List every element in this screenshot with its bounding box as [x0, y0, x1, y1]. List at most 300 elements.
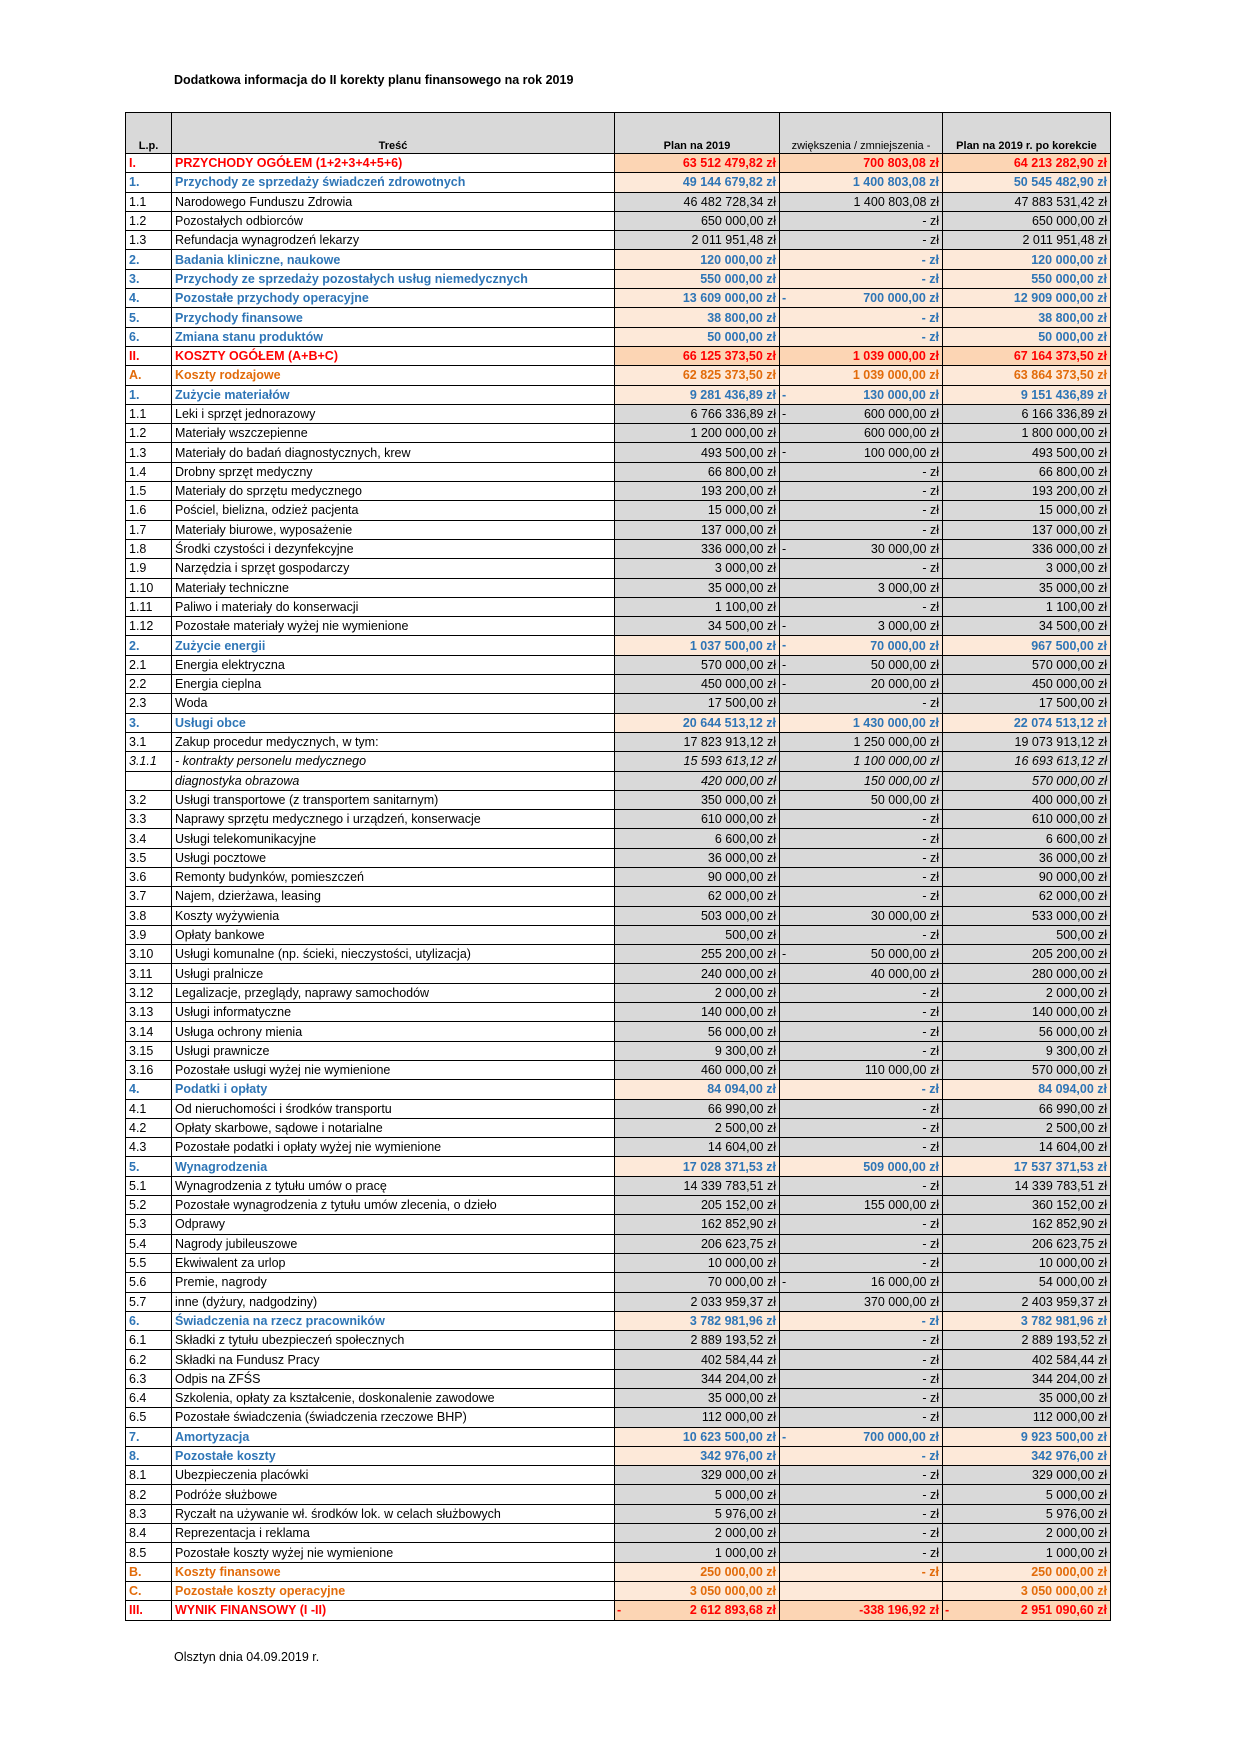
cell-after — [943, 1446, 1111, 1465]
table-row — [126, 443, 1111, 462]
cell-lp — [126, 1408, 172, 1427]
cell-after-text: 64 213 282,90 zł — [1013, 156, 1107, 171]
cell-change-text: - zł — [922, 1256, 939, 1271]
cell-lp — [126, 501, 172, 520]
cell-name — [172, 1601, 615, 1620]
cell-after — [943, 1466, 1111, 1485]
cell-lp-text: 3.4 — [129, 831, 147, 846]
cell-name — [172, 192, 615, 211]
cell-lp — [126, 559, 172, 578]
table-row — [126, 694, 1111, 713]
cell-lp — [126, 1331, 172, 1350]
cell-change — [780, 694, 943, 713]
cell-change — [780, 867, 943, 886]
cell-after-text: 5 976,00 zł — [1045, 1506, 1107, 1521]
cell-name — [172, 829, 615, 848]
cell-name-text: Składki na Fundusz Pracy — [175, 1352, 320, 1367]
cell-name — [172, 675, 615, 694]
table-row — [126, 1524, 1111, 1543]
table-row — [126, 945, 1111, 964]
cell-name — [172, 1157, 615, 1176]
table-row — [126, 578, 1111, 597]
cell-after-text: 500,00 zł — [1056, 928, 1107, 943]
cell-name — [172, 1311, 615, 1330]
cell-lp-text: B. — [129, 1564, 142, 1579]
cell-name — [172, 1253, 615, 1272]
cell-change-text: - zł — [922, 1236, 939, 1251]
cell-lp — [126, 964, 172, 983]
cell-name-text: Usługi pralnicze — [175, 966, 264, 981]
table-row — [126, 790, 1111, 809]
cell-name — [172, 945, 615, 964]
cell-after-text: 17 537 371,53 zł — [1013, 1159, 1107, 1174]
cell-name — [172, 1022, 615, 1041]
negative-sign: - — [782, 291, 787, 306]
table-row — [126, 713, 1111, 732]
cell-lp — [126, 1215, 172, 1234]
cell-plan-text: 610 000,00 zł — [700, 812, 776, 827]
cell-lp — [126, 983, 172, 1002]
cell-lp — [126, 1118, 172, 1137]
cell-name — [172, 983, 615, 1002]
cell-name-text: Ekwiwalent za urlop — [175, 1256, 286, 1271]
cell-plan-text: 17 028 371,53 zł — [682, 1159, 776, 1174]
cell-change-text: - zł — [922, 889, 939, 904]
table-row — [126, 211, 1111, 230]
cell-lp-text: 1.12 — [129, 619, 154, 634]
cell-plan-text: 50 000,00 zł — [707, 329, 776, 344]
table-row — [126, 1601, 1111, 1620]
cell-after-text: 19 073 913,12 zł — [1014, 735, 1107, 750]
cell-plan — [615, 289, 780, 308]
cell-name-text: Przychody ze sprzedaży świadczeń zdrowotnych — [175, 175, 466, 190]
table-row — [126, 1408, 1111, 1427]
cell-after — [943, 1118, 1111, 1137]
cell-plan — [615, 983, 780, 1002]
cell-after-text: 84 094,00 zł — [1038, 1082, 1107, 1097]
cell-change — [780, 1099, 943, 1118]
cell-after-text: 47 883 531,42 zł — [1014, 194, 1107, 209]
cell-change-text: - zł — [922, 464, 939, 479]
cell-lp — [126, 366, 172, 385]
cell-plan — [615, 829, 780, 848]
cell-after — [943, 1292, 1111, 1311]
cell-name-text: Leki i sprzęt jednorazowy — [175, 407, 316, 421]
cell-lp — [126, 887, 172, 906]
cell-plan-text: 460 000,00 zł — [700, 1063, 776, 1078]
table-row — [126, 887, 1111, 906]
cell-after-text: 16 693 613,12 zł — [1014, 754, 1107, 769]
cell-change — [780, 173, 943, 192]
cell-plan-text: 342 976,00 zł — [700, 1449, 776, 1464]
table-row — [126, 1331, 1111, 1350]
cell-after — [943, 1157, 1111, 1176]
cell-after-text: 2 011 951,48 zł — [1022, 233, 1107, 248]
cell-lp — [126, 1466, 172, 1485]
cell-change-text: 155 000,00 zł — [863, 1198, 939, 1213]
cell-name — [172, 404, 615, 423]
cell-lp-text: 5.2 — [129, 1198, 147, 1213]
cell-name-text: inne (dyżury, nadgodziny) — [175, 1294, 318, 1309]
cell-name-text: Narzędzia i sprzęt gospodarczy — [175, 561, 350, 576]
cell-name-text: Pozostałe koszty operacyjne — [175, 1584, 346, 1599]
cell-lp — [126, 1369, 172, 1388]
table-row — [126, 906, 1111, 925]
cell-after-text: 36 000,00 zł — [1038, 850, 1107, 865]
cell-after — [943, 887, 1111, 906]
cell-plan-text: 140 000,00 zł — [700, 1005, 776, 1020]
cell-change — [780, 404, 943, 423]
cell-plan — [615, 887, 780, 906]
cell-change-text: 130 000,00 zł — [863, 387, 939, 402]
cell-change — [780, 1446, 943, 1465]
cell-plan — [615, 1003, 780, 1022]
cell-change — [780, 1408, 943, 1427]
cell-name-text: Odprawy — [175, 1217, 226, 1232]
cell-name-text: Zakup procedur medycznych, w tym: — [175, 735, 379, 750]
cell-plan-text: 2 612 893,68 zł — [689, 1603, 776, 1618]
cell-change — [780, 1138, 943, 1157]
table-row — [126, 250, 1111, 269]
cell-change — [780, 1003, 943, 1022]
cell-plan — [615, 1331, 780, 1350]
cell-after — [943, 1196, 1111, 1215]
cell-plan — [615, 1466, 780, 1485]
cell-name — [172, 269, 615, 288]
table-row — [126, 1446, 1111, 1465]
cell-lp-text: 3.12 — [129, 985, 154, 1000]
cell-change — [780, 1292, 943, 1311]
cell-plan-text: 90 000,00 zł — [707, 870, 776, 885]
cell-plan-text: 2 500,00 zł — [714, 1120, 776, 1135]
cell-after — [943, 385, 1111, 404]
table-row — [126, 173, 1111, 192]
cell-name — [172, 327, 615, 346]
negative-sign: - — [782, 619, 787, 634]
cell-change — [780, 269, 943, 288]
table-row — [126, 1389, 1111, 1408]
cell-plan-text: 1 037 500,00 zł — [689, 638, 776, 653]
cell-lp-text: 6.3 — [129, 1371, 147, 1386]
cell-plan-text: 62 000,00 zł — [707, 889, 776, 904]
cell-plan-text: 63 512 479,82 zł — [682, 156, 776, 171]
cell-plan — [615, 559, 780, 578]
table-row — [126, 1485, 1111, 1504]
cell-plan-text: 17 500,00 zł — [707, 696, 776, 711]
cell-change — [780, 1485, 943, 1504]
cell-lp — [126, 1543, 172, 1562]
cell-plan — [615, 250, 780, 269]
cell-lp — [126, 1099, 172, 1118]
cell-name-text: Podróże służbowe — [175, 1487, 278, 1502]
cell-after — [943, 1581, 1111, 1600]
cell-lp — [126, 1196, 172, 1215]
cell-change-text: 30 000,00 zł — [870, 542, 939, 557]
cell-lp — [126, 346, 172, 365]
table-row — [126, 308, 1111, 327]
table-row — [126, 539, 1111, 558]
cell-plan — [615, 1369, 780, 1388]
cell-name — [172, 366, 615, 385]
cell-after-text: 2 500,00 zł — [1045, 1120, 1107, 1135]
cell-change — [780, 887, 943, 906]
cell-change-text: 40 000,00 zł — [870, 966, 939, 981]
cell-lp — [126, 1524, 172, 1543]
cell-after — [943, 1562, 1111, 1581]
cell-change — [780, 1253, 943, 1272]
cell-lp — [126, 1273, 172, 1292]
cell-name-text: Przychody ze sprzedaży pozostałych usług niemedycznych — [175, 271, 528, 286]
negative-sign: - — [782, 541, 787, 556]
cell-lp-text: 8.2 — [129, 1487, 147, 1502]
cell-plan — [615, 211, 780, 230]
cell-lp-text: 6. — [129, 1313, 140, 1328]
cell-change — [780, 1543, 943, 1562]
cell-plan — [615, 732, 780, 751]
cell-name-text: Refundacja wynagrodzeń lekarzy — [175, 233, 360, 248]
cell-plan-text: 9 281 436,89 zł — [689, 387, 776, 402]
cell-change-text: - zł — [922, 831, 939, 846]
cell-name — [172, 250, 615, 269]
cell-plan-text: 255 200,00 zł — [700, 947, 776, 962]
cell-plan-text: 35 000,00 zł — [707, 580, 776, 595]
cell-after-text: 120 000,00 zł — [1031, 252, 1107, 267]
cell-lp-text: 2.1 — [129, 657, 147, 672]
negative-sign: - — [782, 638, 787, 653]
cell-name-text: Od nieruchomości i środków transportu — [175, 1101, 392, 1116]
cell-name-text: Szkolenia, opłaty za kształcenie, doskonalenie zawodowe — [175, 1391, 495, 1406]
cell-after-text: 280 000,00 zł — [1031, 966, 1107, 981]
cell-lp-text: C. — [129, 1584, 142, 1599]
cell-plan — [615, 1504, 780, 1523]
cell-name — [172, 1041, 615, 1060]
cell-change — [780, 675, 943, 694]
cell-plan-text: 14 604,00 zł — [707, 1140, 776, 1155]
cell-lp-text: 3.5 — [129, 850, 147, 865]
cell-change-text: - zł — [922, 1178, 939, 1193]
cell-lp — [126, 211, 172, 230]
cell-lp — [126, 1311, 172, 1330]
cell-plan-text: 9 300,00 zł — [714, 1043, 776, 1058]
negative-sign: - — [782, 445, 787, 460]
cell-change-text: - zł — [922, 1352, 939, 1367]
cell-name — [172, 617, 615, 636]
cell-plan-text: 650 000,00 zł — [700, 214, 776, 229]
cell-change-text: - zł — [921, 252, 939, 267]
table-row — [126, 1060, 1111, 1079]
table-row — [126, 462, 1111, 481]
cell-after — [943, 327, 1111, 346]
cell-plan — [615, 443, 780, 462]
cell-change — [780, 1350, 943, 1369]
table-row — [126, 1041, 1111, 1060]
cell-after-text: 2 951 090,60 zł — [1020, 1603, 1107, 1618]
cell-plan — [615, 346, 780, 365]
cell-lp-text: 4.2 — [129, 1120, 147, 1135]
cell-plan — [615, 810, 780, 829]
cell-plan — [615, 1389, 780, 1408]
cell-lp-text: 2.3 — [129, 696, 147, 711]
cell-after — [943, 675, 1111, 694]
cell-after-text: 137 000,00 zł — [1031, 522, 1107, 537]
cell-after — [943, 964, 1111, 983]
cell-name — [172, 887, 615, 906]
cell-after-text: 2 000,00 zł — [1045, 1526, 1107, 1541]
cell-after-text: 35 000,00 zł — [1038, 1391, 1107, 1406]
cell-lp — [126, 1427, 172, 1446]
cell-after — [943, 443, 1111, 462]
table-row — [126, 1176, 1111, 1195]
cell-change-text: - zł — [922, 599, 939, 614]
cell-lp-text: 1. — [129, 387, 140, 402]
cell-plan — [615, 192, 780, 211]
cell-name — [172, 1099, 615, 1118]
cell-lp-text: 1.3 — [129, 445, 147, 460]
cell-plan — [615, 694, 780, 713]
cell-plan-text: 66 125 373,50 zł — [682, 349, 776, 364]
cell-lp — [126, 752, 172, 771]
cell-lp-text: 5. — [129, 310, 140, 325]
cell-plan — [615, 520, 780, 539]
cell-name-text: diagnostyka obrazowa — [175, 773, 300, 788]
cell-change-text: - zł — [922, 1024, 939, 1039]
cell-after — [943, 1273, 1111, 1292]
cell-lp-text: I. — [129, 156, 136, 171]
cell-after-text: 570 000,00 zł — [1031, 657, 1107, 672]
cell-plan-text: 500,00 zł — [725, 928, 776, 943]
cell-plan-text: 46 482 728,34 zł — [683, 194, 776, 209]
cell-change-text: 3 000,00 zł — [877, 619, 939, 634]
table-body — [126, 154, 1111, 1621]
cell-name — [172, 501, 615, 520]
cell-plan-text: 66 800,00 zł — [707, 464, 776, 479]
cell-plan — [615, 1157, 780, 1176]
cell-lp — [126, 539, 172, 558]
table-row — [126, 231, 1111, 250]
cell-name-text: Koszty finansowe — [175, 1564, 281, 1579]
cell-change — [780, 1041, 943, 1060]
cell-change-text: - zł — [921, 1449, 939, 1464]
cell-change-text: - zł — [922, 1005, 939, 1020]
cell-plan — [615, 655, 780, 674]
cell-name — [172, 867, 615, 886]
cell-lp — [126, 1022, 172, 1041]
cell-plan-text: 5 976,00 zł — [714, 1506, 776, 1521]
table-row — [126, 1581, 1111, 1600]
cell-after — [943, 1080, 1111, 1099]
cell-lp-text: 1.5 — [129, 484, 147, 499]
cell-name-text: Woda — [175, 696, 208, 711]
cell-name-text: Narodowego Funduszu Zdrowia — [175, 194, 353, 209]
cell-plan — [615, 945, 780, 964]
cell-change — [780, 1060, 943, 1079]
cell-change — [780, 732, 943, 751]
cell-after-text: 1 100,00 zł — [1045, 599, 1107, 614]
cell-name — [172, 462, 615, 481]
table-row — [126, 289, 1111, 308]
cell-after-text: 1 000,00 zł — [1045, 1545, 1107, 1560]
cell-name-text: Ryczałt na używanie wł. środków lok. w celach służbowych — [175, 1506, 501, 1521]
cell-plan — [615, 1311, 780, 1330]
cell-lp — [126, 1292, 172, 1311]
cell-lp-text: 1.1 — [129, 194, 147, 209]
cell-lp — [126, 848, 172, 867]
cell-plan — [615, 1273, 780, 1292]
cell-after-text: 17 500,00 zł — [1038, 696, 1107, 711]
cell-after-text: 90 000,00 zł — [1038, 870, 1107, 885]
cell-name — [172, 1292, 615, 1311]
table-row — [126, 346, 1111, 365]
header-after: Plan na 2019 r. po korekcie — [943, 113, 1111, 154]
cell-name — [172, 173, 615, 192]
cell-plan-text: 162 852,90 zł — [700, 1217, 776, 1232]
cell-change — [780, 1601, 943, 1620]
cell-lp — [126, 404, 172, 423]
cell-name — [172, 1408, 615, 1427]
cell-plan — [615, 1485, 780, 1504]
cell-plan — [615, 1060, 780, 1079]
cell-lp-text: 3.1.1 — [129, 754, 157, 769]
cell-lp — [126, 1060, 172, 1079]
table-row — [126, 424, 1111, 443]
cell-lp-text: 6. — [129, 329, 140, 344]
cell-plan — [615, 1581, 780, 1600]
cell-name — [172, 1060, 615, 1079]
cell-after-text: 650 000,00 zł — [1031, 214, 1107, 229]
cell-name-text: Przychody finansowe — [175, 310, 303, 325]
cell-change-text: - zł — [922, 1101, 939, 1116]
cell-after — [943, 1369, 1111, 1388]
cell-change — [780, 1176, 943, 1195]
cell-after-text: 360 152,00 zł — [1031, 1198, 1107, 1213]
cell-plan — [615, 154, 780, 173]
cell-plan — [615, 636, 780, 655]
cell-after-text: 336 000,00 zł — [1031, 542, 1107, 557]
cell-after — [943, 173, 1111, 192]
cell-after-text: 9 300,00 zł — [1045, 1043, 1107, 1058]
cell-name — [172, 1118, 615, 1137]
cell-name — [172, 636, 615, 655]
cell-lp — [126, 925, 172, 944]
cell-after-text: 342 976,00 zł — [1031, 1449, 1107, 1464]
cell-name-text: - kontrakty personelu medycznego — [175, 754, 367, 769]
cell-name-text: Koszty rodzajowe — [175, 368, 281, 383]
cell-after — [943, 424, 1111, 443]
cell-name-text: Środki czystości i dezynfekcyjne — [175, 542, 354, 557]
cell-lp — [126, 597, 172, 616]
cell-name — [172, 1389, 615, 1408]
document-footer: Olsztyn dnia 04.09.2019 r. — [174, 1650, 320, 1664]
cell-change-text: - zł — [922, 1545, 939, 1560]
cell-change-text: 110 000,00 zł — [864, 1063, 939, 1078]
cell-after-text: 610 000,00 zł — [1031, 812, 1107, 827]
cell-after — [943, 1524, 1111, 1543]
cell-name-text: Legalizacje, przeglądy, naprawy samochodów — [175, 985, 430, 1000]
cell-after-text: 550 000,00 zł — [1031, 271, 1107, 286]
cell-after — [943, 1543, 1111, 1562]
cell-name-text: Usługi obce — [175, 715, 246, 730]
cell-lp-text: 1.2 — [129, 214, 147, 229]
cell-plan — [615, 308, 780, 327]
cell-plan — [615, 501, 780, 520]
cell-after — [943, 366, 1111, 385]
cell-name-text: Usługa ochrony mienia — [175, 1024, 303, 1039]
table-header-row — [126, 113, 1111, 154]
cell-plan-text: 15 593 613,12 zł — [683, 754, 776, 769]
cell-change — [780, 1022, 943, 1041]
cell-change — [780, 617, 943, 636]
cell-after — [943, 231, 1111, 250]
